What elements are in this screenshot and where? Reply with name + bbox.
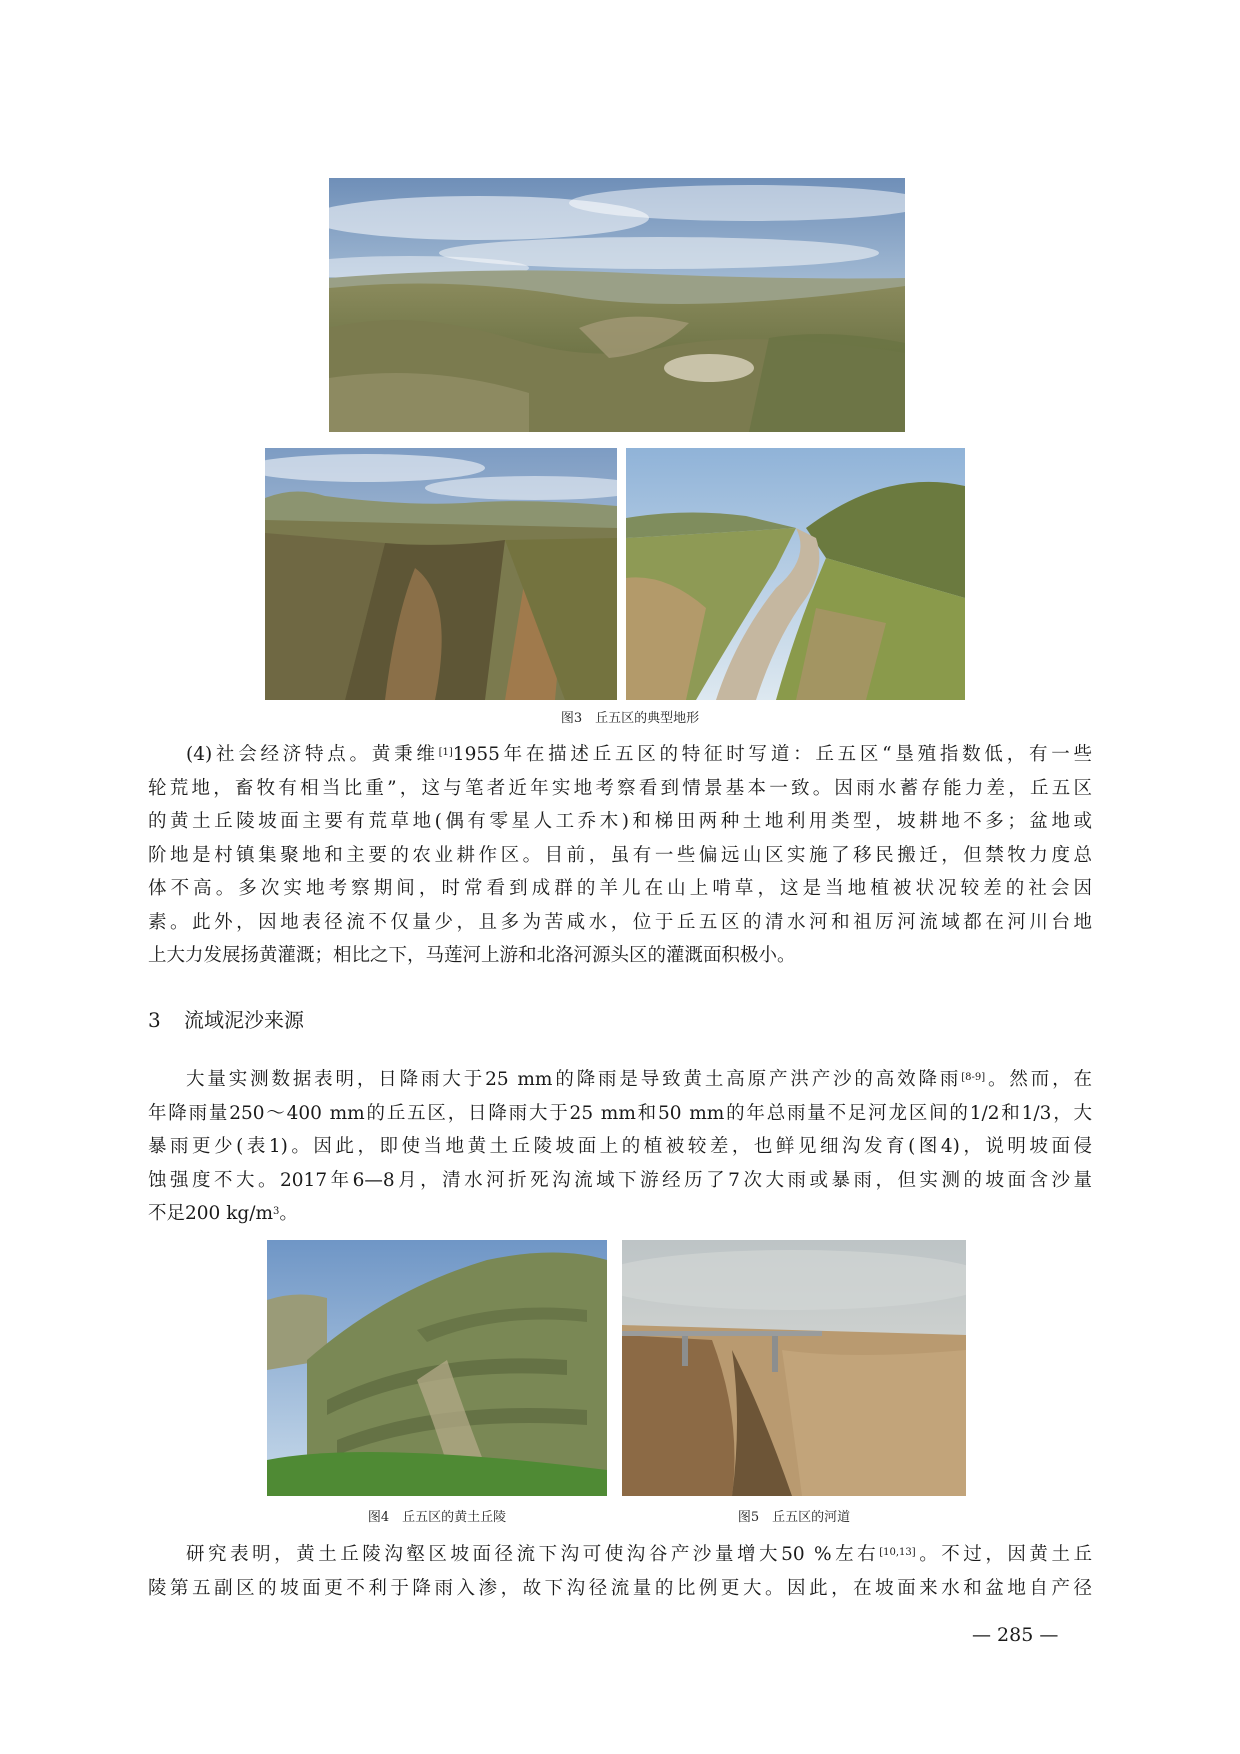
- paragraph-social-economic: [148, 738, 1092, 973]
- para1-line-5: 体不高。多次实地考察期间，时常看到成群的羊儿在山上啃草，这是当地植被状况较差的社会因: [148, 878, 1092, 899]
- citation-ref: [10,13]: [879, 1547, 916, 1558]
- section-heading: [148, 1004, 304, 1033]
- para1-text: (4)社会经济特点。黄秉维: [186, 744, 439, 765]
- para1-line-1: [148, 738, 1092, 772]
- citation-ref: [8-9]: [961, 1072, 986, 1083]
- fig3-gully-photo: [265, 448, 617, 700]
- para2-line-3: 暴雨更少(表1)。因此，即使当地黄土丘陵坡面上的植被较差，也鲜见细沟发育(图4)，说明坡面侵: [148, 1136, 1092, 1157]
- para2-text: 不足200 kg/m: [148, 1203, 274, 1224]
- para1-line-3: 的黄土丘陵坡面主要有荒草地(偶有零星人工乔木)和梯田两种土地利用类型，坡耕地不多；盆地或: [148, 811, 1092, 832]
- paragraph-research: [148, 1538, 1092, 1605]
- para1-text: 1955年在描述丘五区的特征时写道：丘五区“垦殖指数低，有一些: [452, 744, 1092, 765]
- para3-text: 研究表明，黄土丘陵沟壑区坡面径流下沟可使沟谷产沙量增大50 %左右: [186, 1544, 880, 1565]
- para2-text: 。: [279, 1203, 298, 1224]
- para1-line-4: 阶地是村镇集聚地和主要的农业耕作区。目前，虽有一些偏远山区实施了移民搬迁，但禁牧力度总: [148, 844, 1092, 866]
- fig3-river-valley-photo: [626, 448, 965, 700]
- page-number: — 285 —: [972, 1624, 1059, 1646]
- section-number: 3: [148, 1008, 161, 1032]
- section-title: 流域泥沙来源: [184, 1008, 304, 1032]
- para1-line-7: 上大力发展扬黄灌溉；相比之下，马莲河上游和北洛河源头区的灌溉面积极小。: [148, 945, 796, 966]
- para1-line-2: 轮荒地，畜牧有相当比重”，这与笔者近年实地考察看到情景基本一致。因雨水蓄存能力差，丘五区: [148, 777, 1092, 799]
- fig3-panorama-photo: [329, 178, 905, 432]
- para2-text: 大量实测数据表明，日降雨大于25 mm的降雨是导致黄土高原产洪产沙的高效降雨: [186, 1069, 962, 1090]
- fig4-loess-hills-photo: [267, 1240, 607, 1496]
- para2-line-1: [148, 1063, 1092, 1097]
- para2-line-4: 蚀强度不大。2017年6—8月，清水河折死沟流域下游经历了7次大雨或暴雨，但实测的坡面含沙量: [148, 1169, 1092, 1191]
- citation-ref: [1]: [438, 747, 453, 758]
- para2-line-2: 年降雨量250～400 mm的丘五区，日降雨大于25 mm和50 mm的年总雨量不足河龙区间的1/2和1/3，大: [148, 1102, 1092, 1124]
- fig4-caption: 图4 丘五区的黄土丘陵: [367, 1510, 507, 1525]
- para3-text: 。不过，因黄土丘: [915, 1544, 1092, 1565]
- para2-line-5: [148, 1197, 1092, 1231]
- fig3-caption: 图3 丘五区的典型地形: [560, 711, 700, 726]
- para3-line-2: 陵第五副区的坡面更不利于降雨入渗，故下沟径流量的比例更大。因此，在坡面来水和盆地自产径: [148, 1577, 1092, 1599]
- para3-line-1: [148, 1538, 1092, 1572]
- para2-text: 。然而，在: [985, 1069, 1092, 1090]
- para1-line-6: 素。此外，因地表径流不仅量少，且多为苦咸水，位于丘五区的清水河和祖厉河流域都在河川台地: [148, 911, 1092, 933]
- fig5-river-channel-photo: [622, 1240, 966, 1496]
- superscript-unit: 3: [273, 1206, 280, 1217]
- paragraph-rainfall: [148, 1063, 1092, 1231]
- fig5-caption: 图5 丘五区的河道: [737, 1510, 851, 1525]
